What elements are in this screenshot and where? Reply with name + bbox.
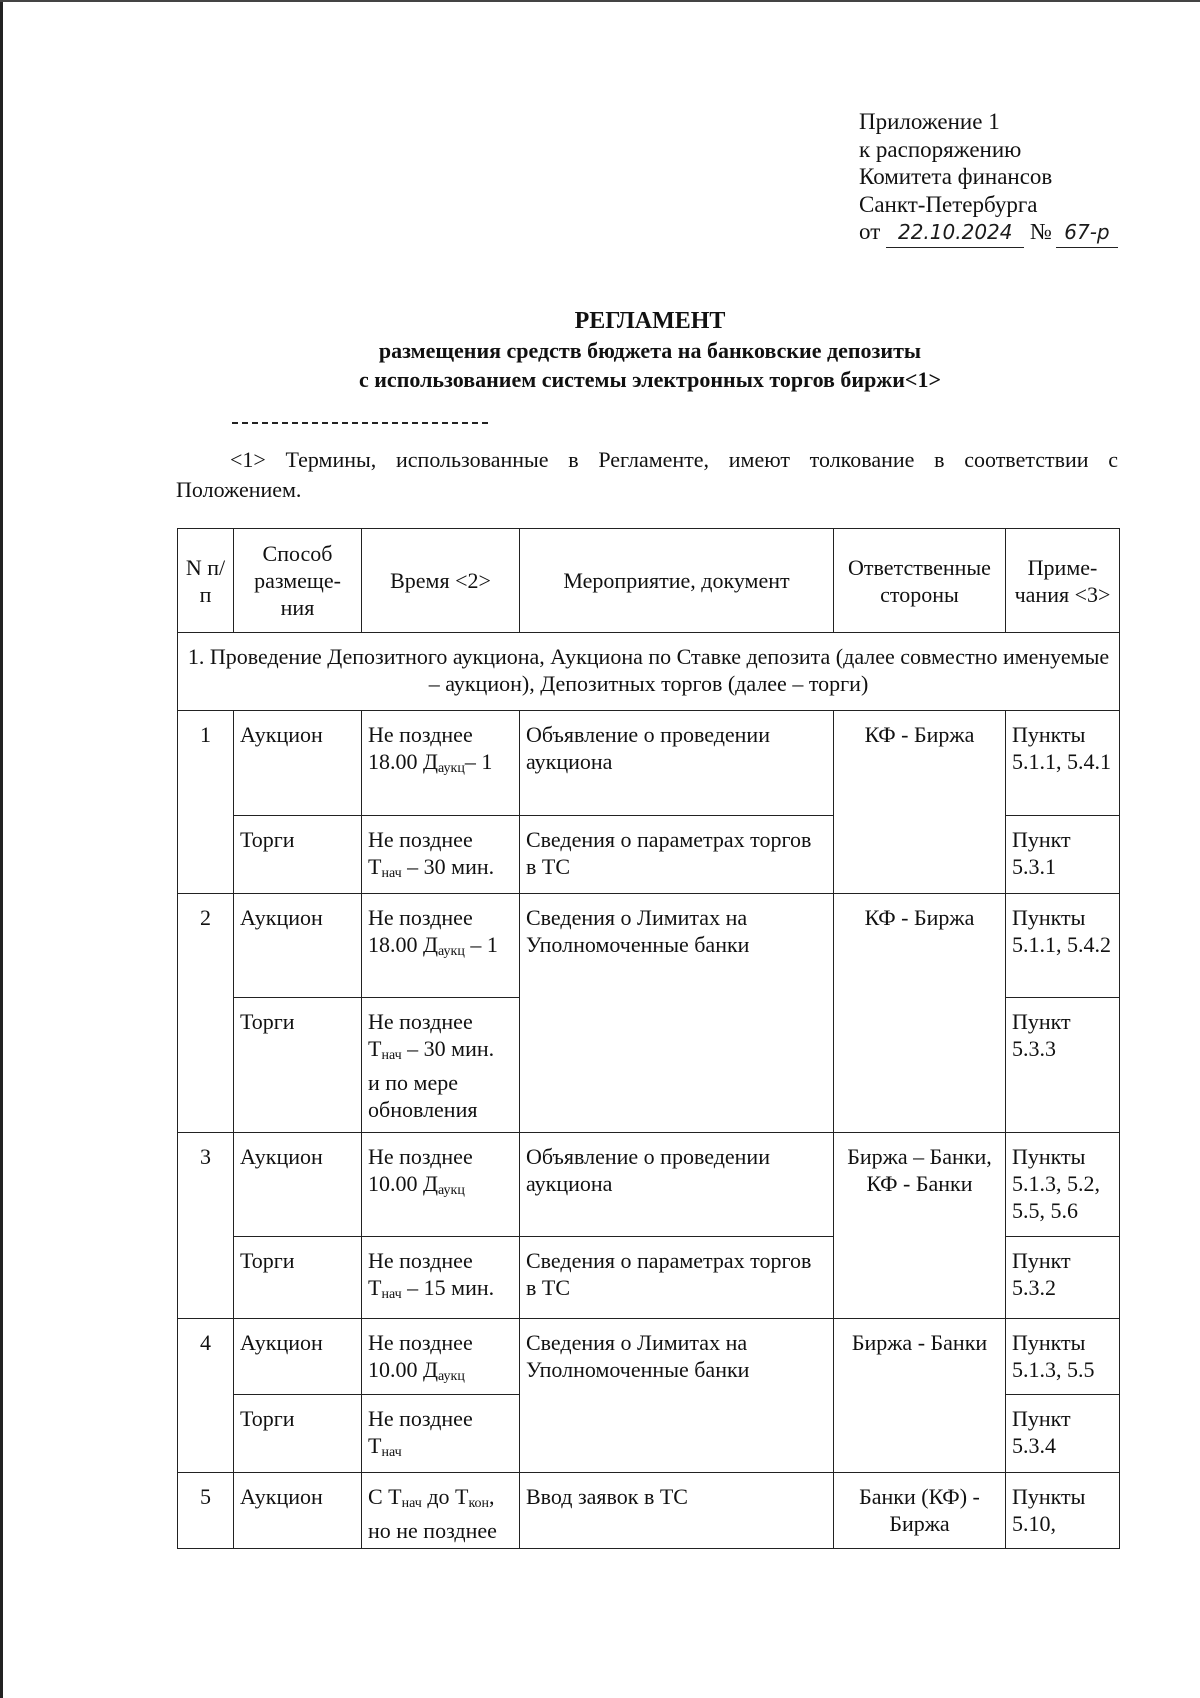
row-number: 2 <box>178 894 234 1133</box>
row-method: Торги <box>234 1237 362 1319</box>
time-text: – 1 <box>464 749 493 774</box>
row-method: Торги <box>234 998 362 1133</box>
row-event: Сведения о параметрах торгов в ТС <box>520 816 834 894</box>
regulation-table <box>177 528 1120 1549</box>
footnote-separator <box>232 422 488 424</box>
row-time <box>362 1395 520 1473</box>
time-text: Не позднее <box>368 1009 473 1034</box>
time-text: – 15 мин. <box>401 1275 495 1300</box>
row-notes: Пункты 5.1.3, 5.2, 5.5, 5.6 <box>1006 1133 1120 1237</box>
table-row <box>178 1319 1120 1395</box>
page-edge-top <box>0 0 1200 2</box>
row-time <box>362 998 520 1133</box>
time-text: Т <box>368 1036 382 1061</box>
time-text: , <box>489 1484 495 1509</box>
row-method: Аукцион <box>234 1319 362 1395</box>
time-text: Не позднее <box>368 905 473 930</box>
time-text: Не позднее <box>368 1248 473 1273</box>
row-time <box>362 1319 520 1395</box>
title-line-2: размещения средств бюджета на банковские депозиты <box>378 338 922 363</box>
row-notes: Пункт 5.3.4 <box>1006 1395 1120 1473</box>
row-method: Аукцион <box>234 1133 362 1237</box>
section-row <box>178 633 1120 711</box>
annex-date-row <box>859 218 1118 248</box>
row-notes: Пункты 5.1.1, 5.4.2 <box>1006 894 1120 998</box>
time-text: Не позднее <box>368 1144 473 1169</box>
row-event: Объявление о проведении аукциона <box>520 711 834 816</box>
row-method: Торги <box>234 1395 362 1473</box>
row-notes: Пункт 5.3.3 <box>1006 998 1120 1133</box>
time-subscript: аукц <box>438 944 465 959</box>
time-text: 10.00 Д <box>368 1171 439 1196</box>
header-event: Мероприятие, документ <box>520 529 834 633</box>
time-subscript: кон <box>468 1496 490 1511</box>
time-subscript: нач <box>401 1496 422 1511</box>
header-time: Время <2> <box>362 529 520 633</box>
time-text: но не позднее <box>368 1518 497 1543</box>
header-method: Способ размеще-ния <box>234 529 362 633</box>
time-text: Т <box>368 1275 382 1300</box>
time-subscript: нач <box>381 866 402 881</box>
section-title: 1. Проведение Депозитного аукциона, Аукциона по Ставке депозита (далее совместно именуемые – аукцион), Депозитных торгов (далее – торги) <box>178 633 1120 711</box>
time-subscript: аукц <box>438 1369 465 1384</box>
row-time <box>362 711 520 816</box>
row-event: Сведения о Лимитах на Уполномоченные банки <box>520 1319 834 1473</box>
row-event: Ввод заявок в ТС <box>520 1473 834 1549</box>
footnote-text: <1> Термины, использованные в Регламенте, имеют толкование в соответствии с Положением. <box>176 447 1118 502</box>
time-text: Не позднее <box>368 1406 473 1431</box>
time-text: Не позднее <box>368 1330 473 1355</box>
row-notes: Пункты 5.1.1, 5.4.1 <box>1006 711 1120 816</box>
row-number: 4 <box>178 1319 234 1473</box>
table-row <box>178 711 1120 816</box>
time-text: Не позднее <box>368 722 473 747</box>
table-row <box>178 1133 1120 1237</box>
row-event: Сведения о параметрах торгов в ТС <box>520 1237 834 1319</box>
annex-line-3: Комитета финансов <box>859 164 1053 189</box>
time-text: и по мере обновления <box>368 1070 478 1122</box>
annex-number-prefix: № <box>1030 219 1052 244</box>
time-text: Т <box>368 854 382 879</box>
annex-date-field <box>886 218 1024 248</box>
annex-number-handwritten: 67-р <box>1064 220 1110 244</box>
row-method: Торги <box>234 816 362 894</box>
row-notes: Пункты 5.10, <box>1006 1473 1120 1549</box>
time-text: 10.00 Д <box>368 1357 439 1382</box>
time-subscript: аукц <box>438 1183 465 1198</box>
row-method: Аукцион <box>234 711 362 816</box>
document-title <box>180 306 1120 394</box>
time-subscript: нач <box>381 1445 402 1460</box>
header-num: N п/п <box>178 529 234 633</box>
row-number: 3 <box>178 1133 234 1319</box>
time-text: 18.00 Д <box>368 749 439 774</box>
row-number: 5 <box>178 1473 234 1549</box>
row-time <box>362 1473 520 1549</box>
header-notes: Приме-чания <3> <box>1006 529 1120 633</box>
annex-header <box>859 108 1118 248</box>
row-method: Аукцион <box>234 894 362 998</box>
row-time <box>362 894 520 998</box>
annex-date-prefix: от <box>859 219 881 244</box>
row-notes: Пункты 5.1.3, 5.5 <box>1006 1319 1120 1395</box>
row-parties: КФ - Биржа <box>834 711 1006 894</box>
row-method: Аукцион <box>234 1473 362 1549</box>
row-notes: Пункт 5.3.2 <box>1006 1237 1120 1319</box>
time-subscript: нач <box>381 1287 402 1302</box>
row-parties: КФ - Биржа <box>834 894 1006 1133</box>
annex-line-2: к распоряжению <box>859 136 1022 162</box>
annex-line-4: Санкт-Петербурга <box>859 191 1038 217</box>
row-number: 1 <box>178 711 234 894</box>
time-text: 18.00 Д <box>368 932 439 957</box>
table-row <box>178 894 1120 998</box>
annex-line-1: Приложение 1 <box>859 109 1000 134</box>
time-subscript: аукц <box>438 761 465 776</box>
header-parties: Ответственные стороны <box>834 529 1006 633</box>
row-event: Сведения о Лимитах на Уполномоченные банки <box>520 894 834 1133</box>
time-text: С Т <box>368 1484 402 1509</box>
row-time <box>362 1237 520 1319</box>
row-time <box>362 1133 520 1237</box>
annex-date-handwritten: 22.10.2024 <box>897 220 1013 244</box>
time-text: – 30 мин. <box>401 854 495 879</box>
row-parties: Банки (КФ) - Биржа <box>834 1473 1006 1549</box>
row-notes: Пункт 5.3.1 <box>1006 816 1120 894</box>
row-time <box>362 816 520 894</box>
page-edge-left <box>0 0 3 1698</box>
annex-number-field <box>1056 218 1118 248</box>
time-text: Не позднее <box>368 827 473 852</box>
table-row <box>178 1473 1120 1549</box>
time-text: Т <box>368 1433 382 1458</box>
time-text: – 30 мин. <box>401 1036 495 1061</box>
title-main: РЕГЛАМЕНТ <box>574 308 726 334</box>
table-header-row <box>178 529 1120 633</box>
time-subscript: нач <box>381 1048 402 1063</box>
row-event: Объявление о проведении аукциона <box>520 1133 834 1237</box>
title-line-3: с использованием системы электронных торгов биржи<1> <box>358 367 942 392</box>
row-parties: Биржа – Банки, КФ - Банки <box>834 1133 1006 1319</box>
time-text: до Т <box>421 1484 469 1509</box>
time-text: – 1 <box>464 932 498 957</box>
row-parties: Биржа - Банки <box>834 1319 1006 1473</box>
